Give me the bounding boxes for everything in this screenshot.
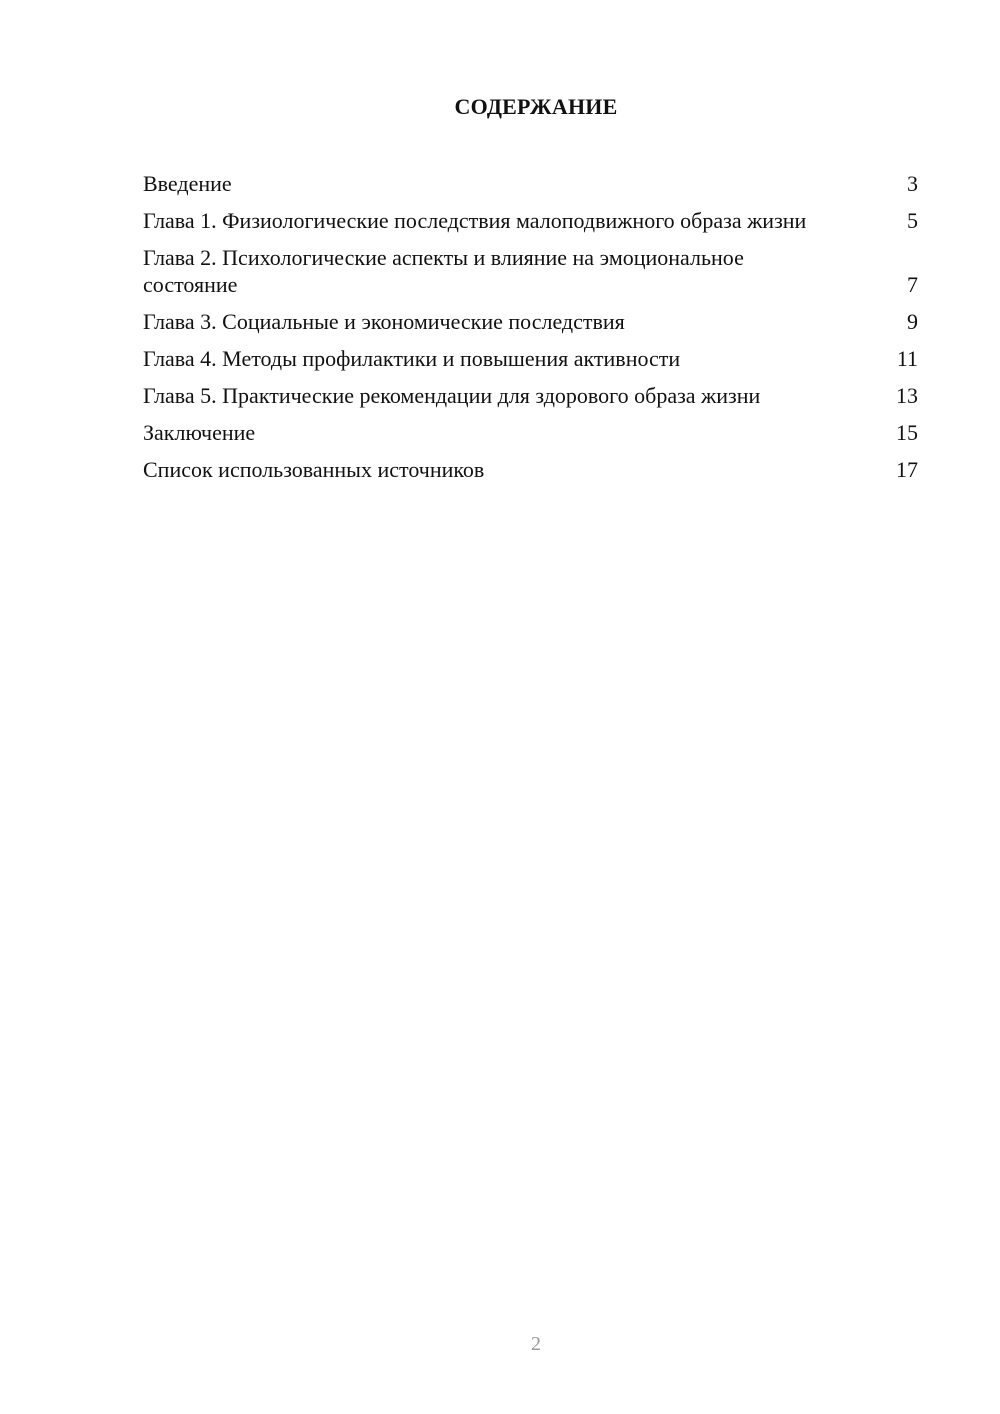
toc-entry-label: Глава 1. Физиологические последствия малоподвижного образа жизни	[143, 208, 807, 233]
table-of-contents	[143, 170, 918, 493]
toc-entry-introduction[interactable]	[143, 170, 918, 197]
page-title: СОДЕРЖАНИЕ	[454, 94, 618, 119]
toc-entry-chapter-2[interactable]	[143, 244, 918, 298]
toc-entry-page: 5	[907, 208, 918, 233]
toc-entry-chapter-5[interactable]	[143, 382, 918, 409]
toc-entry-references[interactable]	[143, 456, 918, 483]
toc-entry-label: Введение	[143, 171, 232, 196]
toc-entry-label: Глава 3. Социальные и экономические последствия	[143, 309, 625, 334]
toc-entry-conclusion[interactable]	[143, 419, 918, 446]
toc-entry-page: 15	[896, 420, 918, 445]
toc-entry-label: Глава 2. Психологические аспекты и влияние на эмоциональное состояние	[143, 245, 744, 297]
toc-entry-chapter-1[interactable]	[143, 207, 918, 234]
toc-entry-label: Глава 4. Методы профилактики и повышения активности	[143, 346, 681, 371]
toc-entry-page: 13	[896, 383, 918, 408]
toc-entry-page: 7	[907, 272, 918, 297]
toc-entry-page: 9	[907, 309, 918, 334]
toc-entry-label: Глава 5. Практические рекомендации для здорового образа жизни	[143, 383, 761, 408]
toc-entry-label: Заключение	[143, 420, 256, 445]
toc-entry-page: 17	[896, 457, 918, 482]
toc-entry-page: 11	[896, 346, 918, 371]
toc-entry-label: Список использованных источников	[143, 457, 485, 482]
toc-entry-chapter-3[interactable]	[143, 308, 918, 335]
toc-entry-chapter-4[interactable]	[143, 345, 918, 372]
toc-entry-page: 3	[907, 171, 918, 196]
page-number: 2	[531, 1333, 541, 1355]
